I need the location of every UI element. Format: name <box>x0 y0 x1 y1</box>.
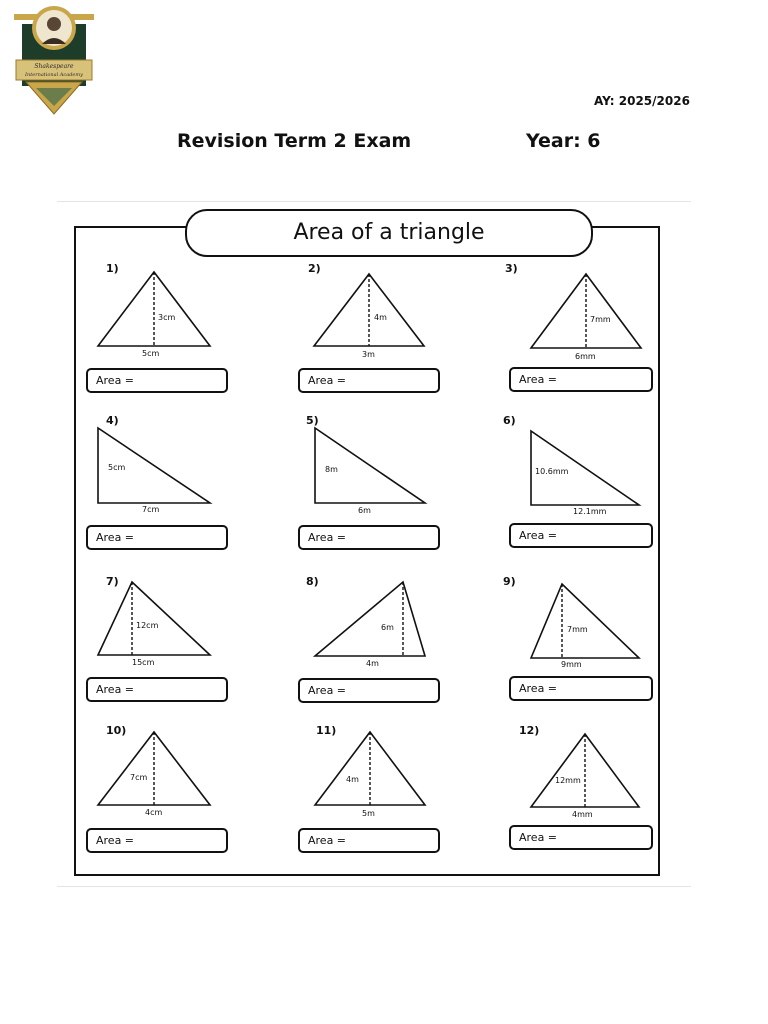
base-label: 6mm <box>575 352 596 361</box>
area-answer-box[interactable]: Area = <box>298 678 440 703</box>
problem-5 <box>298 414 498 564</box>
triangle-diagram <box>86 575 286 685</box>
area-answer-box[interactable]: Area = <box>509 676 653 701</box>
worksheet-banner: Area of a triangle <box>185 209 593 257</box>
area-answer-box[interactable]: Area = <box>509 825 653 850</box>
exam-title: Revision Term 2 Exam <box>177 130 412 152</box>
problem-number: 6) <box>503 414 516 427</box>
problem-10 <box>86 724 286 874</box>
area-answer-box[interactable]: Area = <box>86 828 228 853</box>
problem-number: 4) <box>106 414 119 427</box>
problem-number: 11) <box>316 724 337 737</box>
problem-4 <box>86 414 286 564</box>
problem-7 <box>86 575 286 725</box>
area-answer-box[interactable]: Area = <box>86 368 228 393</box>
area-answer-box[interactable]: Area = <box>298 828 440 853</box>
problem-number: 7) <box>106 575 119 588</box>
problem-number: 8) <box>306 575 319 588</box>
problem-number: 2) <box>308 262 321 275</box>
triangle-diagram <box>298 724 498 834</box>
area-answer-box[interactable]: Area = <box>509 523 653 548</box>
height-label: 7cm <box>130 773 148 782</box>
height-label: 5cm <box>108 463 126 472</box>
divider <box>57 886 691 887</box>
problem-number: 3) <box>505 262 518 275</box>
problem-6 <box>503 414 709 564</box>
triangle-diagram <box>509 262 709 372</box>
triangle-diagram <box>298 575 498 685</box>
area-answer-box[interactable]: Area = <box>509 367 653 392</box>
problem-number: 5) <box>306 414 319 427</box>
problem-8 <box>298 575 498 725</box>
problem-9 <box>503 575 709 725</box>
problem-number: 9) <box>503 575 516 588</box>
problem-12 <box>509 724 709 874</box>
year-label: Year: 6 <box>526 130 601 152</box>
area-answer-box[interactable]: Area = <box>298 368 440 393</box>
height-label: 3cm <box>158 313 176 322</box>
base-label: 4cm <box>145 808 163 817</box>
triangle-diagram <box>509 414 709 524</box>
problem-number: 12) <box>519 724 540 737</box>
triangle-diagram <box>298 262 498 372</box>
base-label: 6m <box>358 506 371 515</box>
divider <box>57 201 691 202</box>
svg-text:International Academy: International Academy <box>25 72 83 78</box>
problem-number: 1) <box>106 262 119 275</box>
height-label: 12mm <box>555 776 581 785</box>
base-label: 9mm <box>561 660 582 669</box>
base-label: 4m <box>366 659 379 668</box>
base-label: 15cm <box>132 658 155 667</box>
triangle-diagram <box>509 724 709 834</box>
height-label: 4m <box>374 313 387 322</box>
base-label: 4mm <box>572 810 593 819</box>
height-label: 10.6mm <box>535 467 569 476</box>
base-label: 7cm <box>142 505 160 514</box>
problem-2 <box>298 262 498 412</box>
problem-3 <box>505 262 709 412</box>
area-answer-box[interactable]: Area = <box>86 677 228 702</box>
height-label: 12cm <box>136 621 159 630</box>
base-label: 12.1mm <box>573 507 607 516</box>
problem-11 <box>298 724 498 874</box>
problem-1 <box>86 262 286 412</box>
height-label: 6m <box>381 623 394 632</box>
academic-year: AY: 2025/2026 <box>594 94 690 108</box>
height-label: 8m <box>325 465 338 474</box>
area-answer-box[interactable]: Area = <box>86 525 228 550</box>
height-label: 7mm <box>590 315 611 324</box>
school-logo <box>6 2 102 120</box>
base-label: 3m <box>362 350 375 359</box>
height-label: 7mm <box>567 625 588 634</box>
base-label: 5cm <box>142 349 160 358</box>
triangle-diagram <box>86 724 286 834</box>
base-label: 5m <box>362 809 375 818</box>
triangle-diagram <box>86 262 286 372</box>
area-answer-box[interactable]: Area = <box>298 525 440 550</box>
triangle-diagram <box>86 414 286 524</box>
triangle-diagram <box>298 414 498 524</box>
problem-number: 10) <box>106 724 127 737</box>
triangle-diagram <box>509 575 709 685</box>
svg-text:Shakespeare: Shakespeare <box>34 63 74 70</box>
height-label: 4m <box>346 775 359 784</box>
